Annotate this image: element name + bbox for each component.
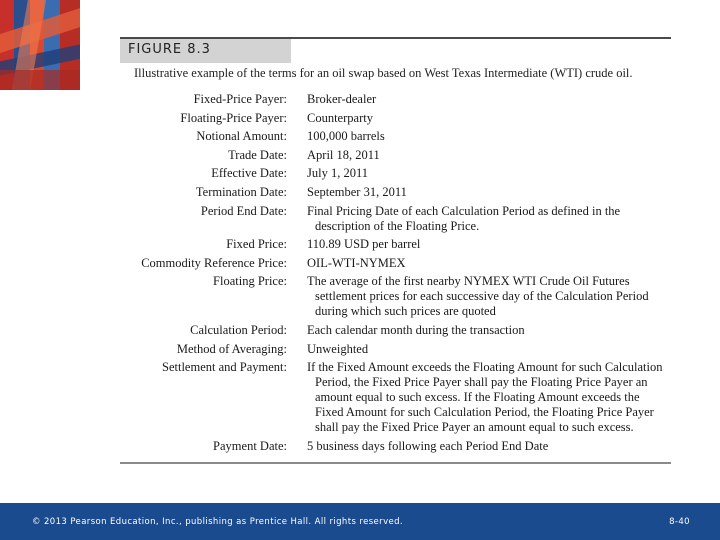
term-row [120, 274, 671, 323]
copyright-text: © 2013 Pearson Education, Inc., publishing as Prentice Hall. All rights reserved. [32, 517, 404, 527]
term-row [120, 111, 671, 130]
term-label: Payment Date: [213, 438, 287, 453]
terms-table [120, 92, 671, 457]
term-value [307, 92, 671, 111]
figure-label: FIGURE 8.3 [128, 42, 211, 57]
term-row [120, 204, 671, 238]
term-row [120, 185, 671, 204]
term-row [120, 256, 671, 275]
term-value-line: The average of the first nearby NYMEX WTI Crude Oil Futures [307, 274, 630, 289]
term-value [307, 323, 671, 342]
term-row [120, 129, 671, 148]
figure-bottom-rule [120, 462, 671, 464]
term-label: Settlement and Payment: [162, 360, 287, 375]
term-row [120, 166, 671, 185]
corner-decoration-image [0, 0, 80, 90]
term-value-line: July 1, 2011 [307, 166, 368, 181]
term-value-line: description of the Floating Price. [315, 218, 480, 233]
term-label: Method of Averaging: [176, 341, 287, 356]
term-label: Notional Amount: [196, 129, 287, 144]
term-value [307, 360, 671, 439]
term-row [120, 237, 671, 256]
term-row [120, 360, 671, 439]
term-label: Period End Date: [200, 203, 287, 218]
term-value-line: shall pay the Fixed Price Payer an amount equal to such excess. [315, 420, 634, 435]
term-label: Floating Price: [213, 274, 287, 289]
term-label: Effective Date: [211, 166, 287, 181]
term-row [120, 148, 671, 167]
term-value-line: September 31, 2011 [307, 184, 407, 199]
term-value-line: OIL-WTI-NYMEX [307, 255, 406, 270]
term-value-line: Unweighted [307, 341, 369, 356]
term-value-line: 100,000 barrels [307, 129, 385, 144]
term-value-line: Period, the Fixed Price Payer shall pay the Floating Price Payer an [315, 375, 648, 390]
term-label: Floating-Price Payer: [180, 110, 287, 125]
term-row [120, 342, 671, 361]
term-value [307, 185, 671, 204]
term-value [307, 342, 671, 361]
term-value-line: 110.89 USD per barrel [307, 237, 421, 252]
term-value [307, 166, 671, 185]
term-row [120, 323, 671, 342]
term-value-line: amount equal to such excess. If the Floating Amount exceeds the [315, 390, 640, 405]
term-value [307, 237, 671, 256]
footer-bar [0, 503, 720, 540]
term-row [120, 92, 671, 111]
term-value [307, 256, 671, 275]
term-label: Trade Date: [228, 147, 287, 162]
term-value-line: April 18, 2011 [307, 147, 380, 162]
term-row [120, 439, 671, 458]
figure-caption: Illustrative example of the terms for an oil swap based on West Texas Intermediate (WTI) crude oil. [134, 66, 633, 80]
term-value-line: Broker-dealer [307, 92, 377, 106]
term-value-line: Each calendar month during the transaction [307, 322, 525, 337]
term-value-line: during which such prices are quoted [315, 304, 496, 319]
term-label: Calculation Period: [190, 322, 287, 337]
term-value-line: If the Fixed Amount exceeds the Floating Amount for such Calculation [307, 360, 663, 375]
term-label: Termination Date: [195, 184, 287, 199]
term-value [307, 204, 671, 238]
term-value [307, 274, 671, 323]
term-value-line: Counterparty [307, 110, 373, 125]
term-value [307, 129, 671, 148]
term-label: Fixed Price: [226, 237, 287, 252]
term-value [307, 439, 671, 458]
term-value-line: 5 business days following each Period End Date [307, 438, 549, 453]
term-value-line: Fixed Amount for such Calculation Period, the Floating Price Payer [315, 405, 654, 420]
page-number: 8-40 [669, 517, 690, 527]
term-value-line: Final Pricing Date of each Calculation Period as defined in the [307, 203, 621, 218]
term-label: Fixed-Price Payer: [193, 92, 287, 106]
term-value [307, 148, 671, 167]
term-value-line: settlement prices for each successive day of the Calculation Period [315, 289, 649, 304]
term-label: Commodity Reference Price: [141, 255, 287, 270]
term-value [307, 111, 671, 130]
